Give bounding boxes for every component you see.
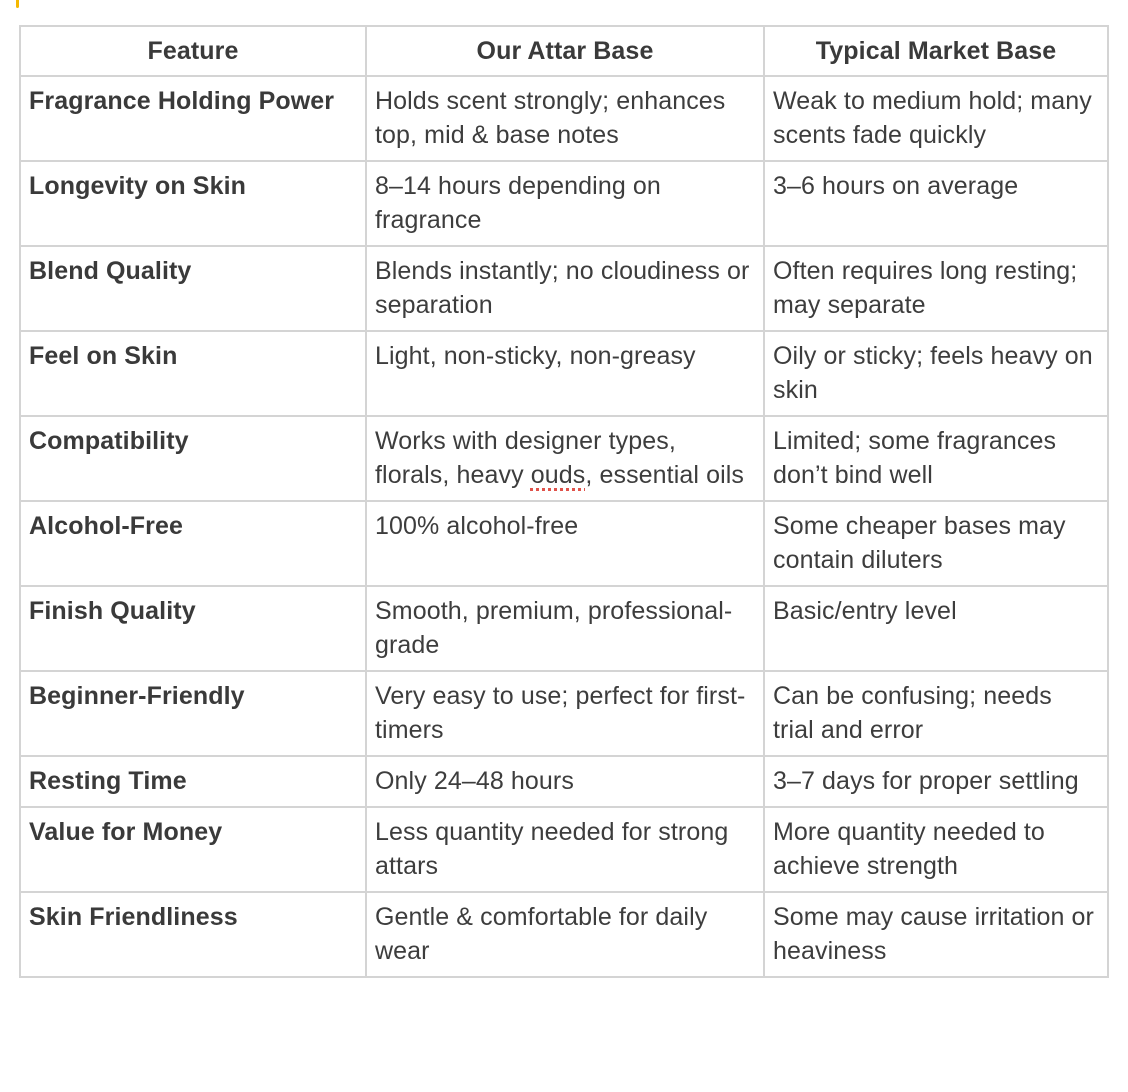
market-cell: More quantity needed to achieve strength	[764, 807, 1108, 892]
column-header-feature: Feature	[20, 26, 366, 76]
ours-cell: Holds scent strongly; enhances top, mid & base notes	[366, 76, 764, 161]
ours-cell: Only 24–48 hours	[366, 756, 764, 807]
table-row	[20, 892, 1108, 977]
feature-cell: Longevity on Skin	[20, 161, 366, 246]
feature-cell: Finish Quality	[20, 586, 366, 671]
feature-cell: Resting Time	[20, 756, 366, 807]
market-cell: Some may cause irritation or heaviness	[764, 892, 1108, 977]
ours-cell: Very easy to use; perfect for first-timers	[366, 671, 764, 756]
table-row	[20, 501, 1108, 586]
feature-cell: Beginner-Friendly	[20, 671, 366, 756]
table-row	[20, 76, 1108, 161]
feature-cell: Value for Money	[20, 807, 366, 892]
table-row	[20, 756, 1108, 807]
market-cell: Oily or sticky; feels heavy on skin	[764, 331, 1108, 416]
table-row	[20, 807, 1108, 892]
ours-text-before: Works with designer types, florals, heavy	[375, 427, 676, 489]
market-cell: Often requires long resting; may separate	[764, 246, 1108, 331]
ours-cell: Light, non-sticky, non-greasy	[366, 331, 764, 416]
market-cell: Limited; some fragrances don’t bind well	[764, 416, 1108, 501]
table-row	[20, 246, 1108, 331]
ours-text-after: , essential oils	[585, 461, 744, 489]
feature-cell: Feel on Skin	[20, 331, 366, 416]
market-cell: Basic/entry level	[764, 586, 1108, 671]
comparison-table	[19, 25, 1109, 978]
column-header-ours: Our Attar Base	[366, 26, 764, 76]
feature-cell: Skin Friendliness	[20, 892, 366, 977]
table-row	[20, 671, 1108, 756]
ours-cell: Gentle & comfortable for daily wear	[366, 892, 764, 977]
table-row	[20, 416, 1108, 501]
market-cell: 3–6 hours on average	[764, 161, 1108, 246]
market-cell: Some cheaper bases may contain diluters	[764, 501, 1108, 586]
feature-cell: Compatibility	[20, 416, 366, 501]
feature-cell: Fragrance Holding Power	[20, 76, 366, 161]
market-cell: 3–7 days for proper settling	[764, 756, 1108, 807]
market-cell: Can be confusing; needs trial and error	[764, 671, 1108, 756]
feature-cell: Alcohol-Free	[20, 501, 366, 586]
ours-cell: Smooth, premium, professional-grade	[366, 586, 764, 671]
ours-cell	[366, 416, 764, 501]
table-row	[20, 586, 1108, 671]
accent-marker	[16, 0, 19, 8]
ours-cell: 8–14 hours depending on fragrance	[366, 161, 764, 246]
feature-cell: Blend Quality	[20, 246, 366, 331]
header-row	[20, 26, 1108, 76]
ours-cell: Blends instantly; no cloudiness or separation	[366, 246, 764, 331]
column-header-market: Typical Market Base	[764, 26, 1108, 76]
table-row	[20, 161, 1108, 246]
table-row	[20, 331, 1108, 416]
ours-cell: 100% alcohol-free	[366, 501, 764, 586]
ours-cell: Less quantity needed for strong attars	[366, 807, 764, 892]
spellcheck-flagged-word[interactable]: ouds	[530, 461, 586, 489]
market-cell: Weak to medium hold; many scents fade quickly	[764, 76, 1108, 161]
